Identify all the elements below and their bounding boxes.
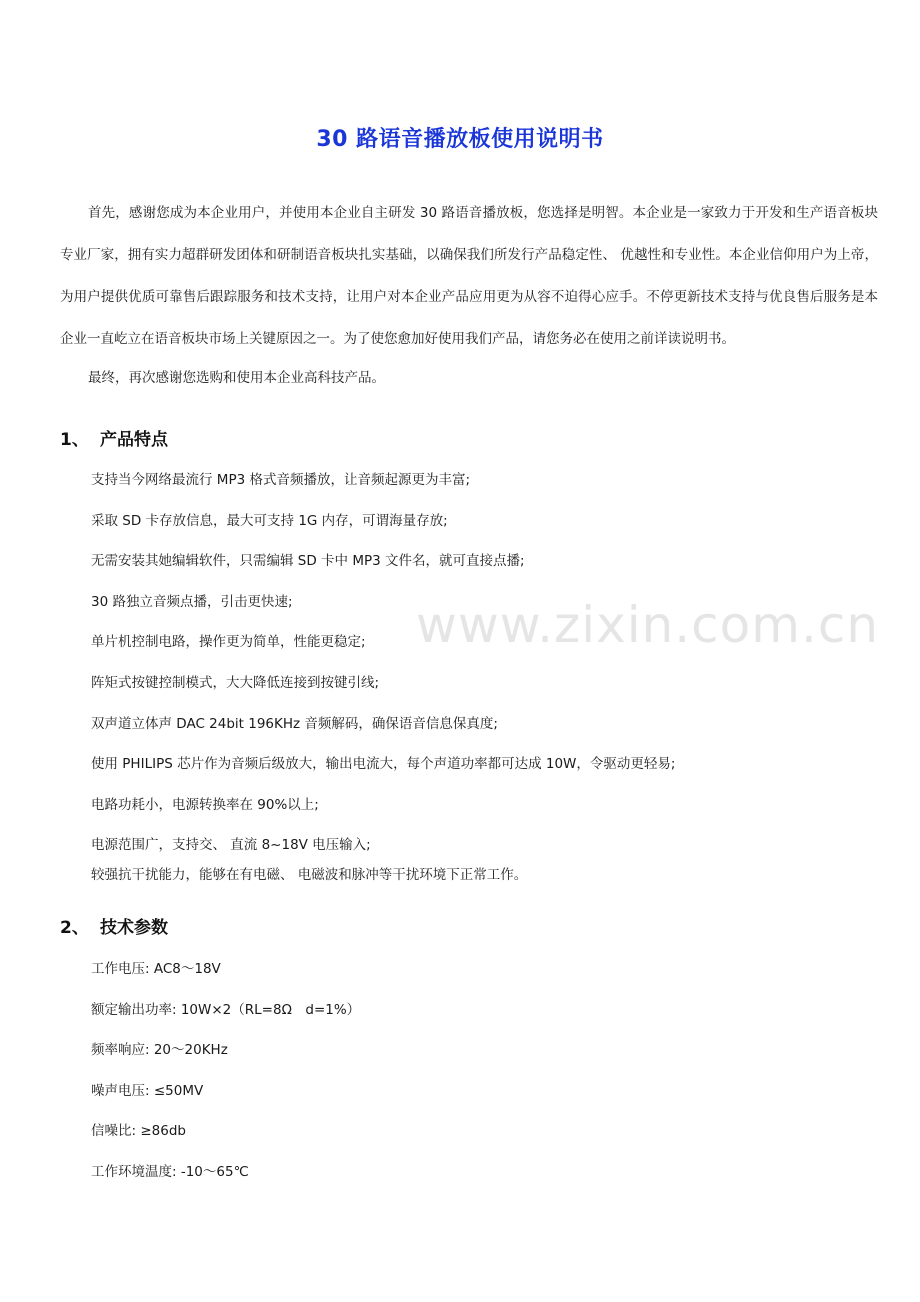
specs-list: [91, 960, 360, 1204]
list-item: 工作电压: AC8～18V: [91, 961, 221, 977]
section-number: 1、: [60, 430, 89, 450]
list-item: 双声道立体声 DAC 24bit 196KHz 音频解码，确保语音信息保真度;: [91, 715, 498, 732]
list-item: 工作环境温度: -10～65℃: [91, 1163, 249, 1180]
section-title: 技术参数: [100, 918, 168, 938]
list-item: 无需安装其她编辑软件，只需编辑 SD 卡中 MP3 文件名，就可直接点播;: [91, 553, 525, 570]
document-title: 30 路语音播放板使用说明书: [316, 127, 604, 152]
list-item: 使用 PHILIPS 芯片作为音频后级放大，输出电流大，每个声道功率都可达成 10W，令驱动更轻易;: [91, 756, 676, 773]
list-item: 频率响应: 20～20KHz: [91, 1042, 228, 1059]
watermark: www.zixin.com.cn: [416, 596, 880, 654]
list-item: 信噪比: ≥86db: [91, 1123, 186, 1140]
features-list: [91, 471, 675, 907]
list-item: 30 路独立音频点播，引击更快速;: [91, 593, 293, 610]
list-item: 支持当今网络最流行 MP3 格式音频播放，让音频起源更为丰富;: [91, 472, 471, 488]
section-heading-features: [60, 425, 168, 450]
section-heading-specs: [60, 913, 168, 938]
intro-paragraph-2: 最终，再次感谢您选购和使用本企业高科技产品。: [88, 370, 385, 386]
intro-paragraph-1: 首先，感谢您成为本企业用户，并使用本企业自主研发 30 路语音播放板，您选择是明智。本企业是一家致力于开发和生产语音板块专业厂家，拥有实力超群研发团体和研制语音板块扎实基础，以确保我们所发行产品稳定性、 优越性和专业性。本企业信仰用户为上帝，为用户提供优质可靠售后跟踪服务和技术支持，让用户对本企业产品应用更为从容不迫得心应手。不停更新技术支持与优良售后服务是本企业一直屹立在语音板块市场上关键原因之一。为了使您愈加好使用我们产品，请您务必在使用之前详读说明书。: [60, 205, 878, 347]
list-item: 单片机控制电路，操作更为简单，性能更稳定;: [91, 634, 366, 651]
list-item: 电路功耗小，电源转换率在 90%以上;: [91, 796, 319, 813]
list-item: 额定输出功率: 10W×2（RL=8Ω d=1%）: [91, 1001, 361, 1018]
list-item: 采取 SD 卡存放信息，最大可支持 1G 内存，可谓海量存放;: [91, 512, 448, 529]
list-item: 电源范围广，支持交、 直流 8~18V 电压输入;: [91, 837, 371, 854]
list-item: 较强抗干扰能力，能够在有电磁、 电磁波和脉冲等干扰环境下正常工作。: [91, 867, 528, 884]
intro-section: [60, 192, 878, 388]
section-number: 2、: [60, 918, 89, 938]
section-title: 产品特点: [100, 430, 168, 450]
list-item: 阵矩式按键控制模式，大大降低连接到按键引线;: [91, 674, 380, 691]
list-item: 噪声电压: ≤50MV: [91, 1082, 204, 1099]
